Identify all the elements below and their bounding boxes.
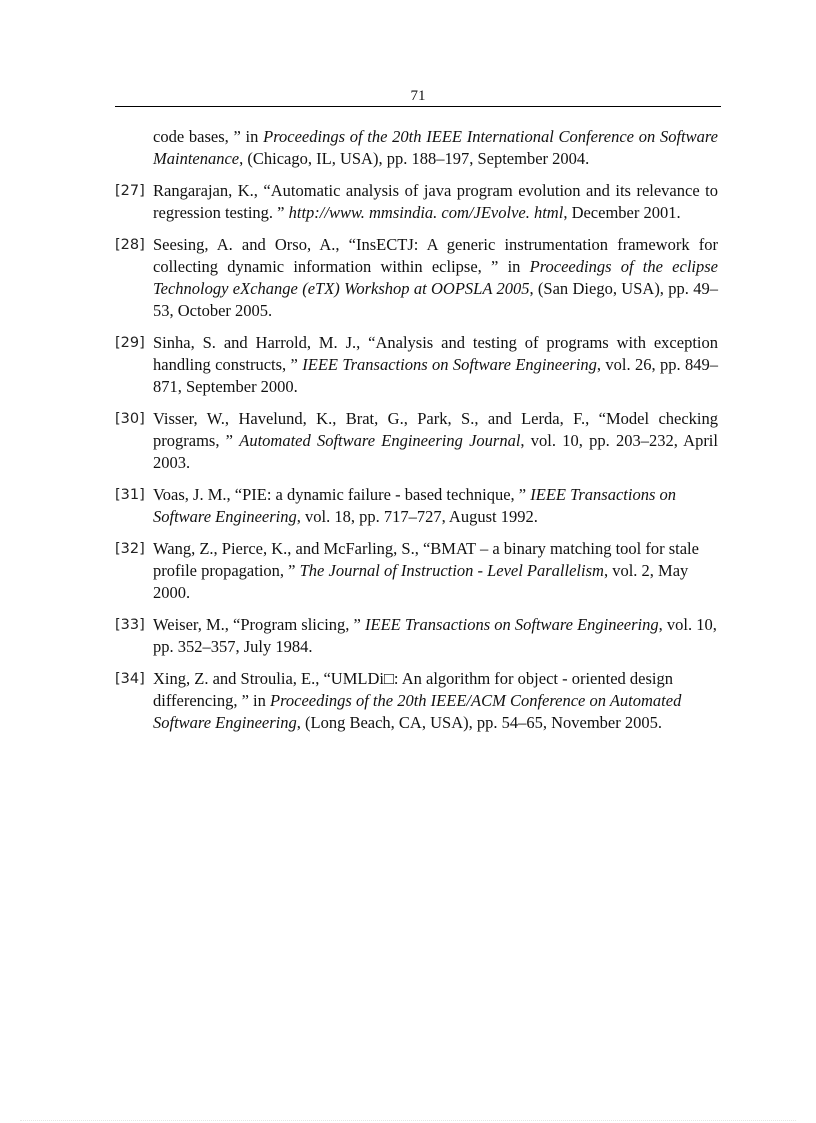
header-rule [115,106,721,107]
reference-entry [115,332,718,398]
reference-list [115,126,718,744]
reference-text: , vol. 10, pp. 352–357, July 1984. [153,615,717,656]
reference-entry [115,538,718,604]
reference-venue: Proceedings of the 20th IEEE International Conference on Software Maintenance [153,127,719,168]
reference-text: code bases, ” in [153,127,264,146]
reference-text: Sinha, S. and Harrold, M. J., “Analysis and testing of programs with exception handling constructs, ” [153,333,718,374]
reference-text: Seesing, A. and Orso, A., “InsECTJ: A generic instrumentation framework for collecting dynamic information within eclipse, ” in [153,235,718,276]
reference-text: Weiser, M., “Program slicing, ” [153,615,366,634]
reference-entry-continued [115,126,718,170]
reference-text: , vol. 10, pp. 203–232, April 2003. [153,431,718,472]
reference-text: , (Long Beach, CA, USA), pp. 54–65, November 2005. [296,713,662,732]
reference-text: Voas, J. M., “PIE: a dynamic failure - based technique, ” [153,485,531,504]
reference-text: , vol. 2, May 2000. [153,561,689,602]
page-bottom-edge [20,1120,796,1121]
reference-number: [29] [115,335,145,351]
reference-entry [115,180,718,224]
reference-number: [31] [115,487,145,503]
reference-number: [27] [115,183,145,199]
reference-entry [115,614,718,658]
page-number: 71 [410,88,426,104]
reference-text: Rangarajan, K., “Automatic analysis of java program evolution and its relevance to regression testing. ” [153,181,718,222]
reference-entry [115,408,718,474]
reference-text: , (Chicago, IL, USA), pp. 188–197, September 2004. [239,149,590,168]
reference-entry [115,668,718,734]
reference-number: [33] [115,617,145,633]
reference-text: Xing, Z. and Stroulia, E., “UMLDi□: An algorithm for object - oriented design differencing, ” in [153,669,673,710]
reference-venue: IEEE Transactions on Software Engineering [153,485,677,526]
reference-venue: Automated Software Engineering Journal [239,431,521,450]
reference-text: Visser, W., Havelund, K., Brat, G., Park, S., and Lerda, F., “Model checking programs, ” [153,409,718,450]
reference-venue: IEEE Transactions on Software Engineering [302,355,597,374]
reference-venue: IEEE Transactions on Software Engineering [365,615,659,634]
reference-text: , (San Diego, USA), pp. 49–53, October 2005. [153,279,718,320]
reference-text: Wang, Z., Pierce, K., and McFarling, S., “BMAT – a binary matching tool for stale profile propagation, ” [153,539,699,580]
reference-venue: Proceedings of the 20th IEEE/ACM Conference on Automated Software Engineering [153,691,682,732]
reference-text: , December 2001. [563,203,681,222]
reference-venue: The Journal of Instruction - Level Parallelism [299,561,604,580]
reference-entry [115,234,718,322]
reference-text: , vol. 26, pp. 849–871, September 2000. [153,355,719,396]
reference-text: , vol. 18, pp. 717–727, August 1992. [296,507,538,526]
reference-venue: Proceedings of the eclipse Technology eXchange (eTX) Workshop at OOPSLA 2005 [153,257,718,298]
reference-number: [30] [115,411,145,427]
reference-number: [34] [115,671,145,687]
reference-entry [115,484,718,528]
reference-number: [28] [115,237,145,253]
reference-url: http://www. mmsindia. com/JEvolve. html [288,203,564,222]
reference-number: [32] [115,541,145,557]
